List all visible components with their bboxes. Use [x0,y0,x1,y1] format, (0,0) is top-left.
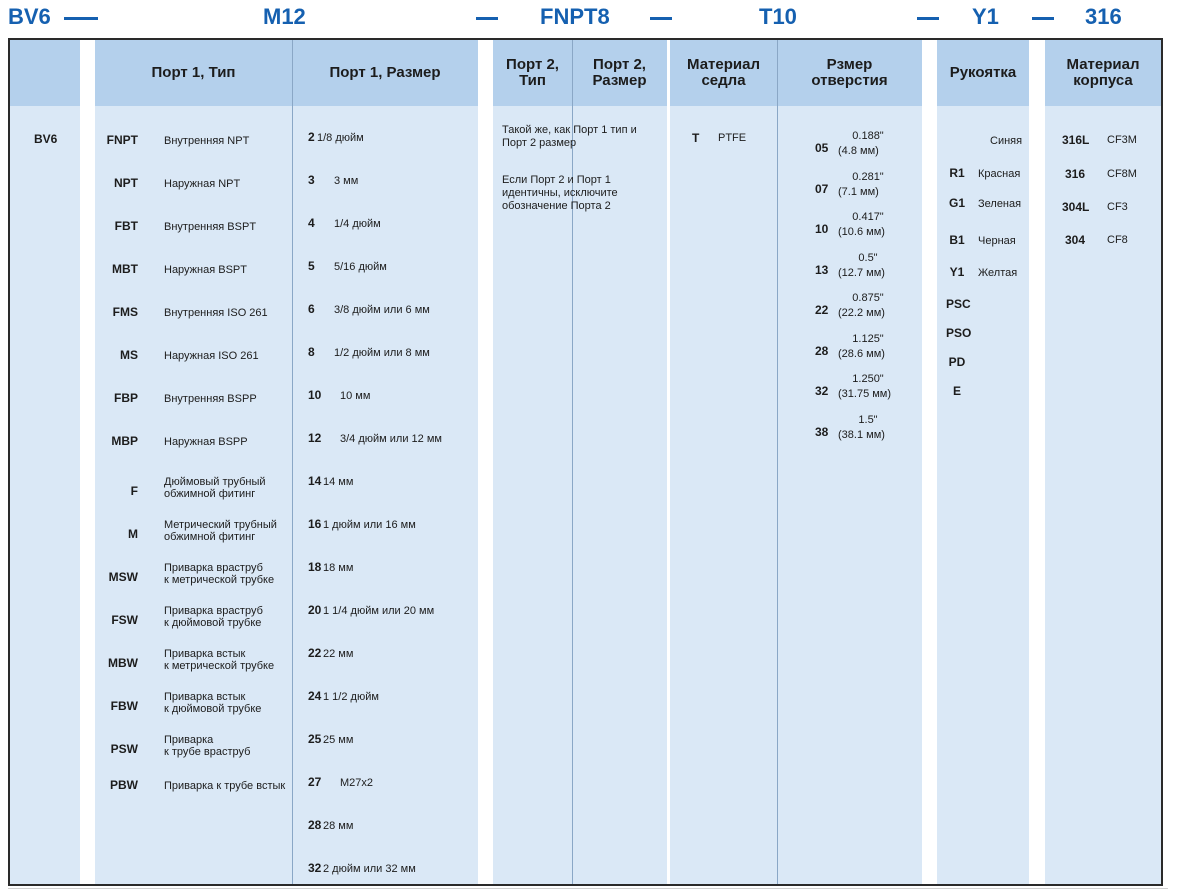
orifice-mm: (22.2 мм) [838,307,885,319]
port1-size-code: 2 [308,130,315,144]
orifice-inch: 0.875" [852,292,884,304]
port1-size-desc: M27x2 [340,777,374,789]
body-material-desc: CF3M [1107,134,1137,146]
header-body-material: Материал корпуса [1066,56,1140,89]
port1-size-desc: 1 дюйм или 16 мм [323,519,416,531]
port1-size-code: 25 [308,732,322,746]
port1-type-code: FBT [114,219,138,233]
code-dash [476,17,498,20]
port1-type-desc: Наружная BSPP [164,436,248,448]
port1-size-desc: 2 дюйм или 32 мм [323,863,416,875]
port1-type-code: MSW [108,570,138,584]
orifice-code: 22 [815,303,829,317]
port1-type-desc: Дюймовый трубный обжимной фитинг [164,476,266,500]
port1-type-desc: Наружная BSPT [164,264,247,276]
handle-code: PSC [946,297,971,311]
header-handle: Рукоятка [949,64,1017,81]
handle-desc: Зеленая [978,198,1022,210]
orifice-inch: 1.250" [852,373,884,385]
orifice-inch: 0.188" [852,130,884,142]
code-handle: Y1 [972,4,999,29]
port1-size-code: 18 [308,560,322,574]
series-code: BV6 [34,132,58,146]
orifice-code: 05 [815,141,829,155]
port1-type-code: M [128,527,138,541]
port1-type-desc: Внутренняя BSPP [164,393,257,405]
column-divider [292,40,293,884]
code-port1: M12 [263,4,306,29]
port1-size-desc: 3/8 дюйм или 6 мм [334,304,430,316]
handle-code: PD [948,355,966,369]
port1-type-desc: Внутренняя ISO 261 [164,307,268,319]
port1-size-code: 16 [308,517,322,531]
body-material-desc: CF8 [1107,234,1128,246]
port1-size-code: 24 [308,689,322,703]
port1-type-desc: Приварка к трубе встык [164,780,286,792]
port1-type-code: MBP [111,434,138,448]
port1-size-code: 20 [308,603,322,617]
port1-type-desc: Внутренняя NPT [164,135,250,147]
column-port2 [493,40,667,884]
port1-type-code: FBW [110,699,138,713]
port1-size-code: 3 [308,173,315,187]
handle-code: G1 [948,196,965,210]
header-port2-type: Порт 2, Тип [506,56,559,89]
port1-size-desc: 18 мм [323,562,354,574]
handle-desc: Синяя [990,135,1023,147]
body-material-code: 316 [1064,167,1086,181]
port1-size-desc: 22 мм [323,648,354,660]
orifice-inch: 1.5" [858,414,878,426]
orifice-inch: 0.5" [858,252,878,264]
bottom-rule [8,888,1168,889]
orifice-mm: (4.8 мм) [838,145,879,157]
ordering-code-line [0,0,1177,36]
seat-code: T [692,131,700,145]
port1-type-desc: Приварка встык к дюймовой трубке [164,691,262,715]
column-divider [572,40,573,884]
port1-size-desc: 3/4 дюйм или 12 мм [340,433,442,445]
port1-size-code: 12 [308,431,322,445]
code-dash [917,17,939,20]
column-port1 [95,40,478,884]
port1-size-code: 6 [308,302,315,316]
port1-type-desc: Метрический трубный обжимной фитинг [164,519,277,543]
port1-type-code: F [130,484,138,498]
code-dash [650,17,672,20]
orifice-code: 10 [815,222,829,236]
port1-type-code: FSW [111,613,138,627]
code-body-material: 316 [1085,4,1122,29]
column-series [10,40,80,884]
port1-size-code: 32 [308,861,322,875]
header-orifice-size: Рзмер отверстия [811,56,888,89]
port1-type-desc: Наружная ISO 261 [164,350,259,362]
body-material-desc: CF3 [1107,201,1128,213]
body-material-desc: CF8M [1107,168,1137,180]
port1-size-desc: 28 мм [323,820,354,832]
orifice-code: 32 [815,384,829,398]
port1-size-desc: 1/4 дюйм [334,218,381,230]
handle-code: Y1 [949,265,965,279]
port1-type-code: MBT [112,262,138,276]
header-port1-type: Порт 1, Тип [151,64,236,81]
port1-type-code: PBW [110,778,138,792]
orifice-mm: (10.6 мм) [838,226,885,238]
port1-size-desc: 5/16 дюйм [334,261,387,273]
port1-size-code: 10 [308,388,322,402]
column-body-material [1045,40,1161,884]
column-divider [777,40,778,884]
body-material-code: 304 [1064,233,1086,247]
port1-size-desc: 1 1/2 дюйм [323,691,379,703]
port1-size-desc: 14 мм [323,476,354,488]
port1-type-desc: Приварка враструб к дюймовой трубке [164,605,263,629]
port1-size-code: 4 [308,216,315,230]
port1-size-code: 27 [308,775,322,789]
orifice-inch: 0.281" [852,171,884,183]
orifice-mm: (12.7 мм) [838,267,885,279]
port1-size-desc: 1/2 дюйм или 8 мм [334,347,430,359]
port1-type-desc: Приварка враструб к метрической трубке [164,562,275,586]
orifice-mm: (38.1 мм) [838,429,885,441]
code-dash [64,17,98,20]
port2-note-omit: Если Порт 2 и Порт 1 идентичны, исключите обозначение Порта 2 [502,174,618,212]
handle-code: B1 [949,233,965,247]
column-seat-orifice [670,40,922,884]
port1-type-desc: Внутренняя BSPT [164,221,257,233]
port1-size-code: 28 [308,818,322,832]
port1-size-code: 8 [308,345,315,359]
body-material-code: 304L [1062,200,1090,214]
port1-type-code: PSW [110,742,138,756]
code-port2: FNPT8 [540,4,610,29]
port1-size-desc: 3 мм [334,175,359,187]
port1-size-code: 14 [308,474,322,488]
orifice-inch: 0.417" [852,211,884,223]
code-series: BV6 [8,4,51,29]
port1-type-code: MS [120,348,138,362]
port1-type-code: FNPT [106,133,138,147]
orifice-mm: (7.1 мм) [838,186,879,198]
orifice-code: 07 [815,182,829,196]
orifice-mm: (31.75 мм) [838,388,892,400]
port1-type-code: FMS [112,305,138,319]
header-port1-size: Порт 1, Размер [329,64,441,81]
seat-desc: PTFE [718,132,747,144]
orifice-code: 13 [815,263,829,277]
code-dash [1032,17,1054,20]
orifice-inch: 1.125" [852,333,884,345]
header-port2-size: Порт 2, Размер [592,56,647,89]
port1-type-code: MBW [108,656,138,670]
port1-type-code: FBP [114,391,138,405]
body-material-code: 316L [1062,133,1090,147]
port1-size-desc: 1/8 дюйм [317,132,364,144]
orifice-mm: (28.6 мм) [838,348,885,360]
port1-size-code: 5 [308,259,315,273]
handle-code: R1 [949,166,965,180]
port1-size-desc: 25 мм [323,734,354,746]
port1-size-desc: 10 мм [340,390,371,402]
handle-code: E [952,384,961,398]
port1-size-code: 22 [308,646,322,660]
port1-type-desc: Приварка встык к метрической трубке [164,648,275,672]
handle-desc: Красная [978,168,1021,180]
handle-desc: Желтая [978,267,1018,279]
orifice-code: 28 [815,344,829,358]
handle-desc: Черная [978,235,1016,247]
port1-size-desc: 1 1/4 дюйм или 20 мм [323,605,435,617]
port2-note-same: Такой же, как Порт 1 тип и Порт 2 размер [502,124,637,149]
port1-type-desc: Приварка к трубе враструб [164,734,251,758]
code-seat-orifice: T10 [759,4,797,29]
port1-type-code: NPT [114,176,138,190]
port1-type-desc: Наружная NPT [164,178,241,190]
header-seat-material: Материал седла [687,56,760,89]
orifice-code: 38 [815,425,829,439]
handle-code: PSO [946,326,972,340]
